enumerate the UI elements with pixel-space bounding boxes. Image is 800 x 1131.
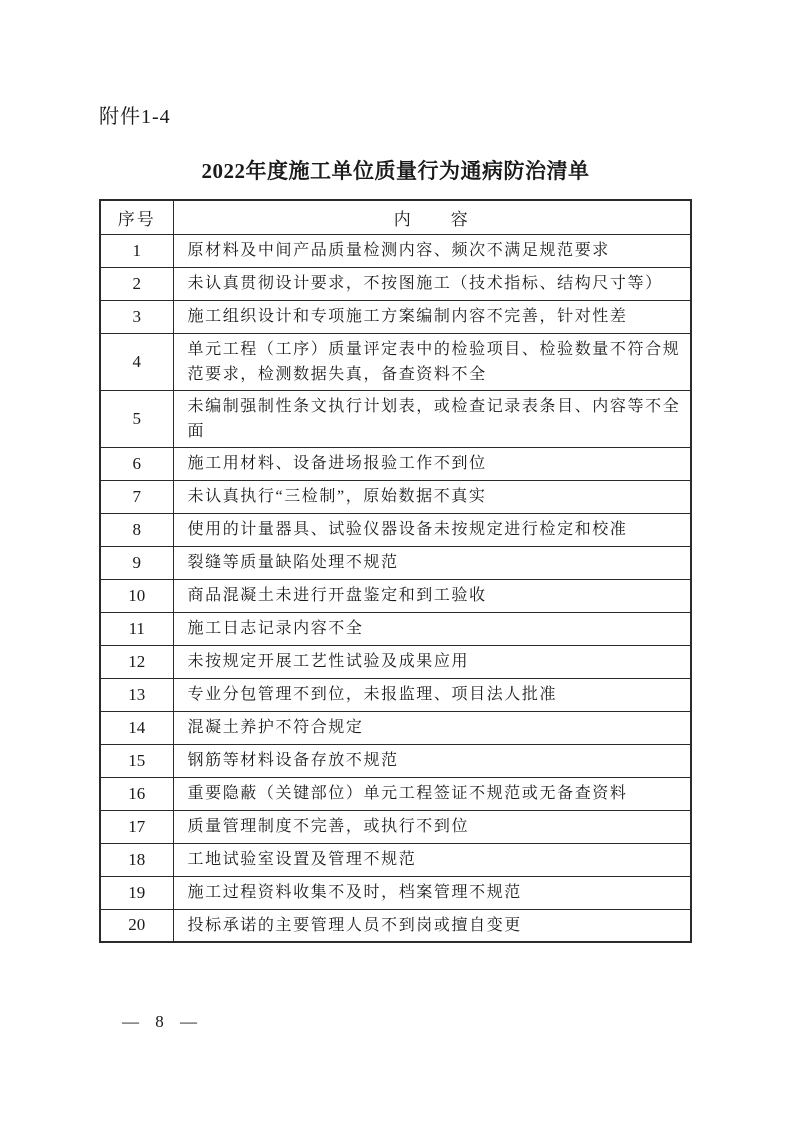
table-row [100,645,691,678]
row-index: 17 [100,810,173,843]
table-row [100,678,691,711]
table-row [100,810,691,843]
table-row [100,612,691,645]
table-row [100,300,691,333]
table-row [100,390,691,447]
row-index: 14 [100,711,173,744]
row-index: 11 [100,612,173,645]
table-row [100,579,691,612]
column-header-content: 内 容 [173,200,691,234]
table-row [100,480,691,513]
row-index: 7 [100,480,173,513]
row-index: 5 [100,390,173,447]
table-row [100,843,691,876]
row-content: 投标承诺的主要管理人员不到岗或擅自变更 [173,909,691,942]
document-body [99,100,692,943]
row-content: 钢筋等材料设备存放不规范 [173,744,691,777]
row-index: 9 [100,546,173,579]
table-row [100,267,691,300]
row-content: 混凝土养护不符合规定 [173,711,691,744]
row-index: 3 [100,300,173,333]
row-content: 原材料及中间产品质量检测内容、频次不满足规范要求 [173,234,691,267]
table-body [100,234,691,942]
table-row [100,546,691,579]
row-index: 16 [100,777,173,810]
row-content: 施工日志记录内容不全 [173,612,691,645]
table-row [100,744,691,777]
table-row [100,234,691,267]
row-index: 1 [100,234,173,267]
row-content: 未按规定开展工艺性试验及成果应用 [173,645,691,678]
row-content: 施工过程资料收集不及时，档案管理不规范 [173,876,691,909]
row-index: 20 [100,909,173,942]
row-index: 15 [100,744,173,777]
table-row [100,876,691,909]
row-content: 未认真贯彻设计要求，不按图施工（技术指标、结构尺寸等） [173,267,691,300]
row-index: 18 [100,843,173,876]
row-content: 重要隐蔽（关键部位）单元工程签证不规范或无备查资料 [173,777,691,810]
row-content: 使用的计量器具、试验仪器设备未按规定进行检定和校准 [173,513,691,546]
row-index: 10 [100,579,173,612]
row-index: 13 [100,678,173,711]
table-row [100,447,691,480]
page-title: 2022年度施工单位质量行为通病防治清单 [201,159,590,183]
table-row [100,711,691,744]
row-index: 19 [100,876,173,909]
table-row [100,777,691,810]
row-content: 未认真执行“三检制”，原始数据不真实 [173,480,691,513]
row-content: 未编制强制性条文执行计划表，或检查记录表条目、内容等不全面 [173,390,691,447]
row-content: 质量管理制度不完善，或执行不到位 [173,810,691,843]
table-row [100,909,691,942]
row-content: 工地试验室设置及管理不规范 [173,843,691,876]
row-index: 12 [100,645,173,678]
row-content: 商品混凝土未进行开盘鉴定和到工验收 [173,579,691,612]
table-header-row [100,200,691,234]
row-content: 单元工程（工序）质量评定表中的检验项目、检验数量不符合规范要求，检测数据失真，备查资料不全 [173,333,691,390]
row-content: 施工组织设计和专项施工方案编制内容不完善，针对性差 [173,300,691,333]
row-index: 2 [100,267,173,300]
row-content: 专业分包管理不到位，未报监理、项目法人批准 [173,678,691,711]
table-row [100,513,691,546]
row-content: 裂缝等质量缺陷处理不规范 [173,546,691,579]
row-content: 施工用材料、设备进场报验工作不到位 [173,447,691,480]
row-index: 8 [100,513,173,546]
row-index: 6 [100,447,173,480]
defect-list-table [99,199,692,943]
page-number: — 8 — [122,1012,203,1031]
table-row [100,333,691,390]
row-index: 4 [100,333,173,390]
column-header-index: 序号 [100,200,173,234]
attachment-label: 附件1-4 [99,106,171,128]
